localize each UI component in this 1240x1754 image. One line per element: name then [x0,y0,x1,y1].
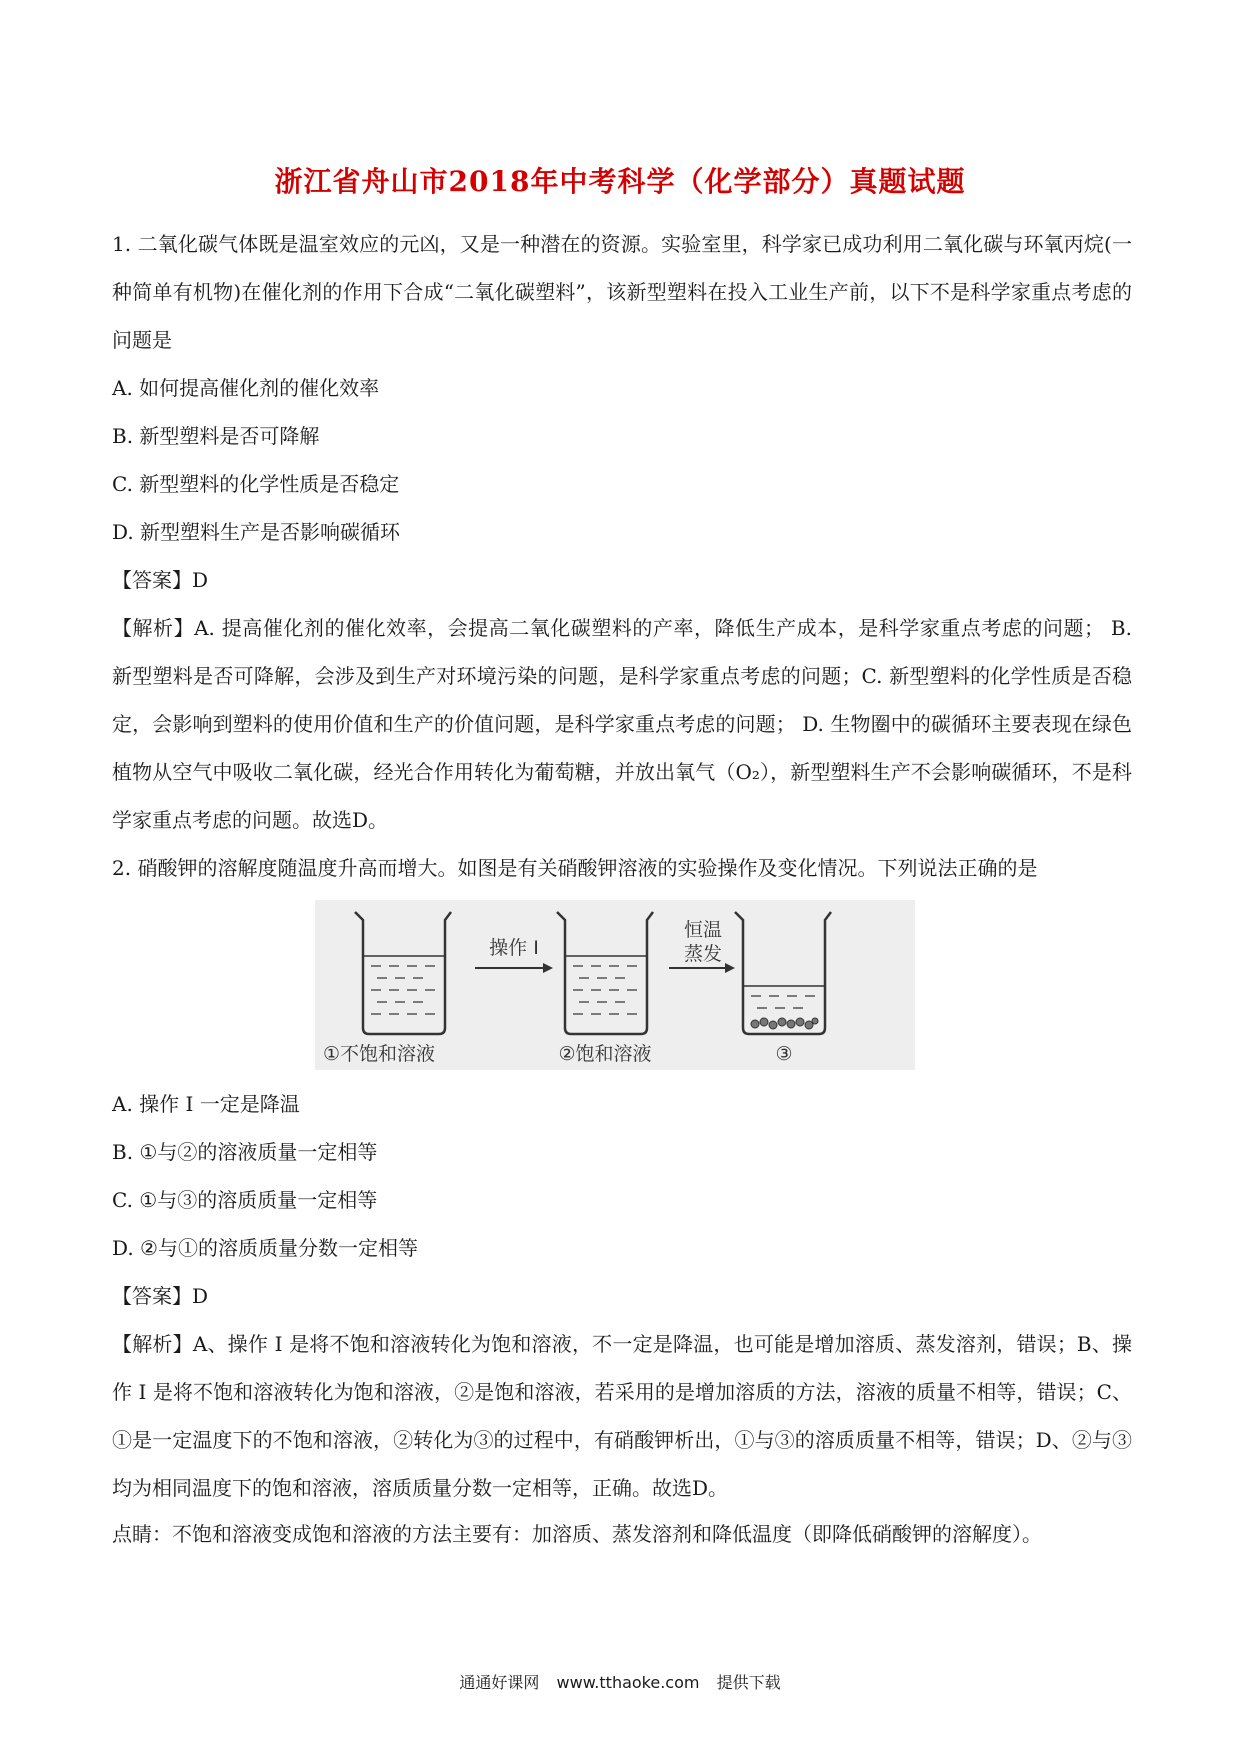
question-1-option-c: C. 新型塑料的化学性质是否稳定 [112,472,400,496]
document-body [112,220,1132,1556]
question-2-option-a: A. 操作 I 一定是降温 [112,1092,300,1116]
footer-suffix: 提供下载 [716,1673,781,1692]
question-1-stem: 1. 二氧化碳气体既是温室效应的元凶，又是一种潜在的资源。实验室里，科学家已成功利用二氧化碳与环氧丙烷(一种简单有机物)在催化剂的作用下合成“二氧化碳塑料”，该新型塑料在投入工业生产前，以下不是科学家重点考虑的问题是 [112,232,1132,352]
question-2-option-b: B. ①与②的溶液质量一定相等 [112,1140,378,1164]
arrow-1 [475,963,553,973]
question-2-option-c: C. ①与③的溶质质量一定相等 [112,1188,378,1212]
question-1-analysis: 【解析】A. 提高催化剂的催化效率，会提高二氧化碳塑料的产率，降低生产成本，是科学家重点考虑的问题； B. 新型塑料是否可降解，会涉及到生产对环境污染的问题，是科学家重点考虑的问题；C. 新型塑料的化学性质是否稳定，会影响到塑料的使用价值和生产的价值问题，是科学家重点考虑的问题； D. 生物圈中的碳循环主要表现在绿色植物从空气中吸收二氧化碳，经光合作用转化为葡萄糖，并放出氧气（O₂），新型塑料生产不会影响碳循环，不是科学家重点考虑的问题。故选D。 [112,616,1132,832]
question-1-option-d: D. 新型塑料生产是否影响碳循环 [112,520,401,544]
question-2-analysis: 【解析】A、操作 I 是将不饱和溶液转化为饱和溶液，不一定是降温，也可能是增加溶质、蒸发溶剂，错误；B、操作 I 是将不饱和溶液转化为饱和溶液，②是饱和溶液，若采用的是增加溶质的方法，溶液的质量不相等，错误；C、①是一定温度下的不饱和溶液，②转化为③的过程中，有硝酸钾析出，①与③的溶质质量不相等，错误；D、②与③均为相同温度下的饱和溶液，溶质质量分数一定相等，正确。故选D。 [112,1332,1132,1500]
question-1-option-b: B. 新型塑料是否可降解 [112,424,320,448]
arrow-2-label-line2: 蒸发 [683,943,723,965]
beaker-2 [557,912,653,1034]
question-2-tip: 点睛：不饱和溶液变成饱和溶液的方法主要有：加溶质、蒸发溶剂和降低温度（即降低硝酸钾的溶解度）。 [112,1522,1042,1546]
page-footer [0,1670,1240,1693]
beaker-experiment-figure [315,900,915,1070]
arrow-2-label-line1: 恒温 [683,919,723,941]
beaker-3 [735,912,831,1034]
page-title: 浙江省舟山市2018年中考科学（化学部分）真题试题 [274,165,966,198]
crystal-precipitate [751,1018,818,1029]
arrow-1-label: 操作 I [489,937,539,959]
question-1-answer: 【答案】D [112,568,209,592]
beaker-1-label: ①不饱和溶液 [322,1043,436,1065]
question-2-option-d: D. ②与①的溶质质量分数一定相等 [112,1236,418,1260]
beaker-2-label: ②饱和溶液 [558,1043,652,1065]
question-1-option-a: A. 如何提高催化剂的催化效率 [112,376,380,400]
beaker-1 [355,912,451,1034]
beaker-3-label: ③ [775,1043,793,1065]
question-2-answer: 【答案】D [112,1284,209,1308]
footer-url[interactable]: www.tthaoke.com [556,1673,700,1692]
question-2-stem: 2. 硝酸钾的溶解度随温度升高而增大。如图是有关硝酸钾溶液的实验操作及变化情况。下列说法正确的是 [112,856,1038,880]
footer-site-name: 通通好课网 [459,1673,540,1692]
